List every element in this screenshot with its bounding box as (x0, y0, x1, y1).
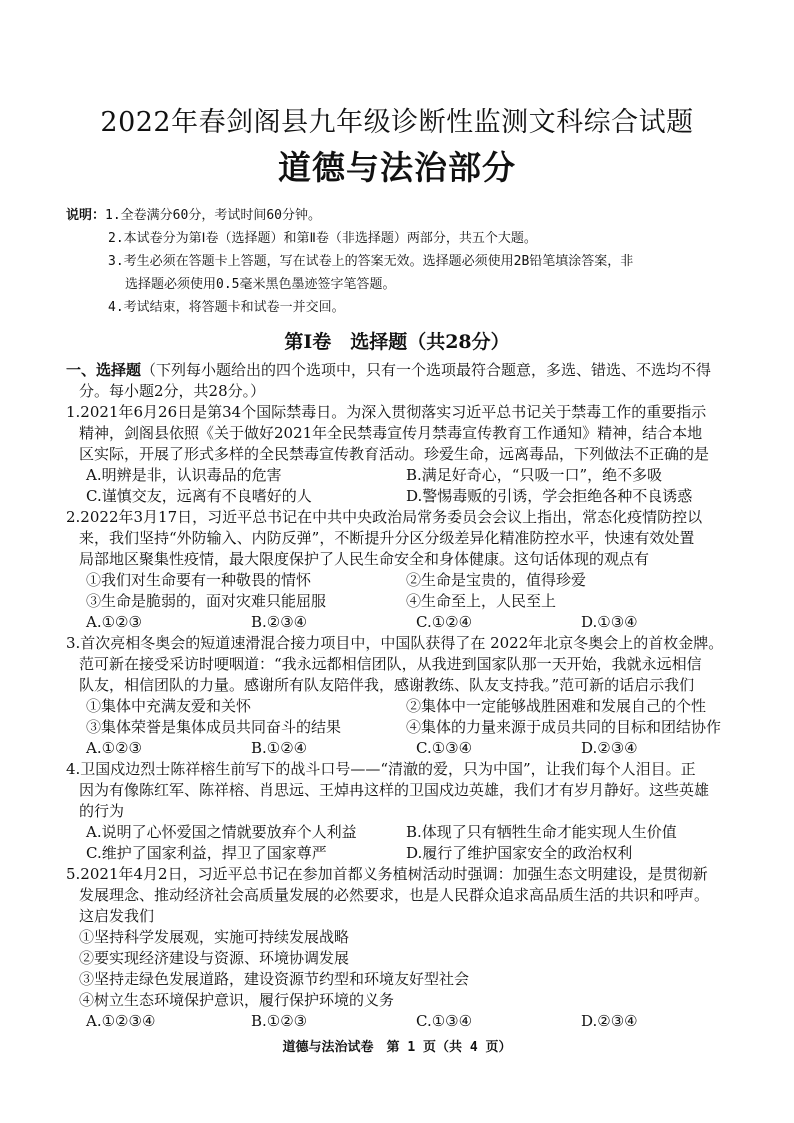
question-stem: 因为有像陈红军、陈祥榕、肖思远、王焯冉这样的卫国戍边英雄，我们才有岁月静好。这些英雄 (79, 781, 710, 799)
question-stem: 3.首次亮相冬奥会的短道速滑混合接力项目中，中国队获得了在 2022年北京冬奥会上的首枚金牌。 (66, 634, 724, 652)
option-c: C.谨慎交友，远离有不良嗜好的人 (86, 487, 312, 505)
part-instruction: （下列每小题给出的四个选项中，只有一个选项最符合题意，多选、错选、不选均不得 (141, 361, 712, 379)
option-c: C.维护了国家利益，捍卫了国家尊严 (86, 844, 327, 862)
option-d: D.②③④ (581, 1012, 638, 1030)
question-stem: 的行为 (79, 802, 125, 820)
statement-4: ④树立生态环境保护意识，履行保护环境的义务 (79, 991, 395, 1009)
statement-3: ③坚持走绿色发展道路，建设资源节约型和环境友好型社会 (79, 970, 470, 988)
question-stem: 局部地区聚集性疫情，最大限度保护了人民生命安全和身体健康。这句话体现的观点有 (79, 550, 650, 568)
question-stem: 精神，剑阁县依照《关于做好2021年全民禁毒宣传月禁毒宣传教育工作通知》精神，结合本地 (79, 424, 703, 442)
option-b: B.满足好奇心，“只吸一口”，绝不多吸 (406, 466, 663, 484)
question-5 (66, 864, 746, 1032)
instructions-label: 说明： (66, 208, 106, 223)
question-stem: 1.2021年6月26日是第34个国际禁毒日。为深入贯彻落实习近平总书记关于禁毒工作的重要指示 (66, 403, 707, 421)
option-b: B.①②③ (251, 1012, 308, 1030)
option-b: B.①②④ (251, 739, 308, 757)
instructions (66, 204, 633, 319)
question-stem: 队友，相信团队的力量。感谢所有队友陪伴我，感谢教练、队友支持我。”范可新的话启示我们 (79, 676, 695, 694)
statement-2: ②生命是宝贵的，值得珍爱 (406, 571, 587, 589)
question-stem: 4.卫国戍边烈士陈祥榕生前写下的战斗口号——“清澈的爱，只为中国”，让我们每个人泪目。正 (66, 760, 696, 778)
statement-1: ①我们对生命要有一种敬畏的情怀 (86, 571, 312, 589)
statement-4: ④生命至上，人民至上 (406, 592, 557, 610)
option-d: D.警惕毒贩的引诱，学会拒绝各种不良诱惑 (406, 487, 693, 505)
option-c: C.①②④ (416, 613, 473, 631)
statement-2: ②集体中一定能够战胜困难和发展自己的个性 (406, 697, 707, 715)
option-c: C.①③④ (416, 739, 473, 757)
option-d: D.履行了维护国家安全的政治权利 (406, 844, 633, 862)
question-stem: 这启发我们 (79, 907, 155, 925)
option-a: A.说明了心怀爱国之情就要放弃个人利益 (86, 823, 357, 841)
section-title: 第Ⅰ卷 选择题（共28分） (284, 331, 510, 353)
instruction-item: 2.本试卷分为第Ⅰ卷（选择题）和第Ⅱ卷（非选择题）两部分，共五个大题。 (108, 231, 537, 246)
question-stem: 5.2021年4月2日，习近平总书记在参加首都义务植树活动时强调：加强生态文明建设，是贯彻新 (66, 865, 708, 883)
option-a: A.明辨是非，认识毒品的危害 (86, 466, 282, 484)
questions-body (66, 360, 746, 1032)
option-b: B.体现了只有牺牲生命才能实现人生价值 (406, 823, 677, 841)
question-2 (66, 507, 746, 633)
question-stem: 区实际，开展了形式多样的全民禁毒宣传教育活动。珍爱生命，远离毒品，下列做法不正确的是 (79, 445, 710, 463)
question-4 (66, 759, 746, 864)
option-d: D.②③④ (581, 739, 638, 757)
instruction-item: 选择题必须使用0.5毫米黑色墨迹签字笔答题。 (125, 277, 396, 292)
option-a: A.①②③ (86, 739, 142, 757)
statement-4: ④集体的力量来源于成员共同的目标和团结协作 (406, 718, 722, 736)
instruction-item: 1.全卷满分60分，考试时间60分钟。 (105, 208, 321, 223)
statement-3: ③集体荣誉是集体成员共同奋斗的结果 (86, 718, 342, 736)
question-stem: 范可新在接受采访时哽咽道：“我永远都相信团队，从我进到国家队那一天开始，我就永远相信 (79, 655, 702, 673)
statement-3: ③生命是脆弱的，面对灾难只能屈服 (86, 592, 327, 610)
exam-title: 2022年春剑阁县九年级诊断性监测文科综合试题 (100, 107, 694, 138)
instruction-item: 3.考生必须在答题卡上答题，写在试卷上的答案无效。选择题必须使用2B铅笔填涂答案，非 (108, 254, 634, 269)
option-a: A.①②③ (86, 613, 142, 631)
question-3 (66, 633, 746, 759)
exam-subtitle: 道德与法治部分 (278, 148, 516, 187)
option-d: D.①③④ (581, 613, 638, 631)
statement-1: ①集体中充满友爱和关怀 (86, 697, 252, 715)
statement-1: ①坚持科学发展观，实施可持续发展战略 (79, 928, 350, 946)
question-stem: 发展理念、推动经济社会高质量发展的必然要求，也是人民群众追求高品质生活的共识和呼声。 (79, 886, 710, 904)
question-stem: 来，我们坚持“外防输入、内防反弹”，不断提升分区分级差异化精准防控水平，快速有效处置 (79, 529, 695, 547)
part-heading: 一、选择题 (66, 361, 142, 379)
question-stem: 2.2022年3月17日，习近平总书记在中共中央政治局常务委员会会议上指出，常态化疫情防控以 (66, 508, 703, 526)
instruction-item: 4.考试结束，将答题卡和试卷一并交回。 (108, 300, 345, 315)
option-b: B.②③④ (251, 613, 308, 631)
question-1 (66, 402, 746, 507)
option-c: C.①③④ (416, 1012, 473, 1030)
part-instruction-cont: 分。每小题2分，共28分。） (79, 382, 266, 400)
option-a: A.①②③④ (86, 1012, 156, 1030)
page-footer: 道德与法治试卷 第 1 页（共 4 页） (282, 1040, 512, 1055)
statement-2: ②要实现经济建设与资源、环境协调发展 (79, 949, 350, 967)
